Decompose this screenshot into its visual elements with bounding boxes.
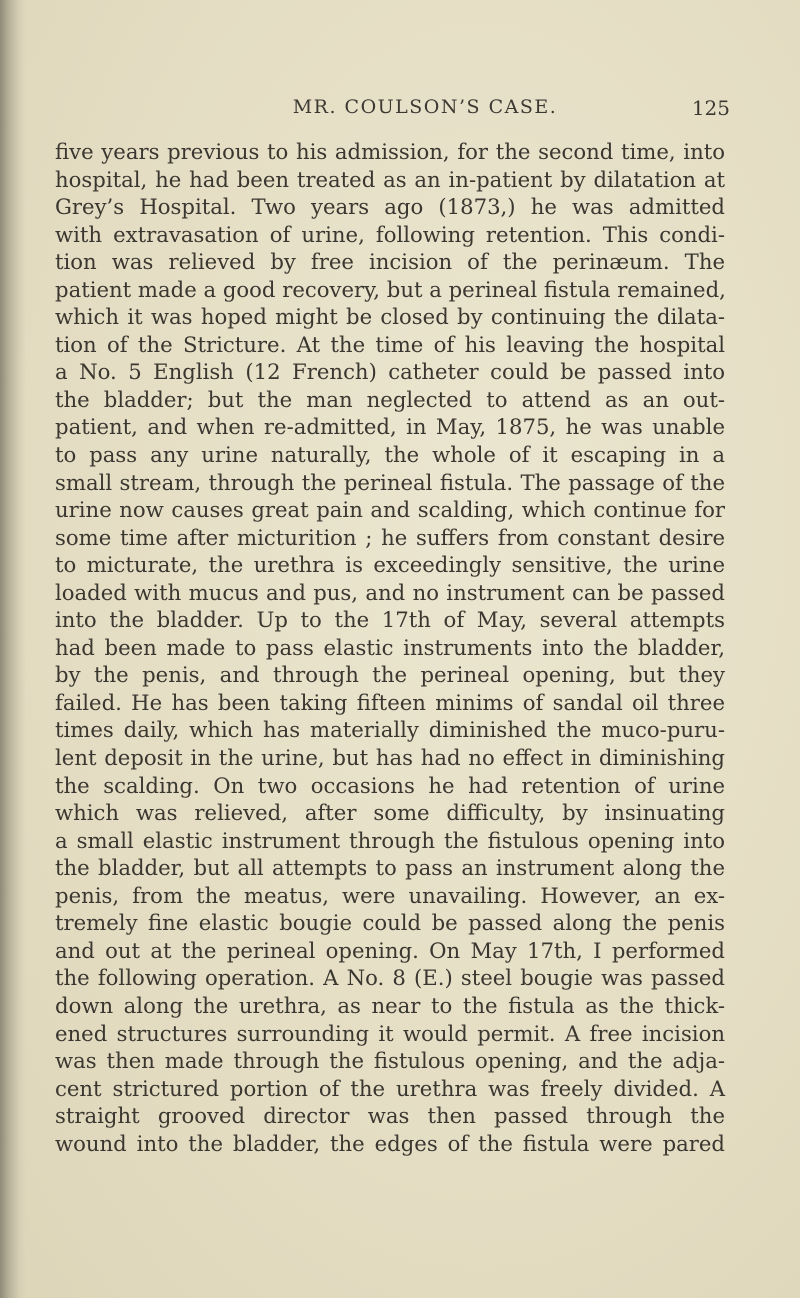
- running-title: MR. COULSON’S CASE.: [292, 96, 558, 118]
- text-line: straight grooved director was then passed through the: [55, 1103, 725, 1129]
- text-line: down along the urethra, as near to the fistula as the thick-: [55, 992, 725, 1018]
- text-line: hospital, he had been treated as an in-patient by dilatation at: [55, 166, 725, 192]
- text-line: the following operation. A No. 8 (E.) steel bougie was passed: [55, 965, 725, 991]
- text-line: patient, and when re-admitted, in May, 1875, he was unable: [55, 414, 725, 440]
- text-line: with extravasation of urine, following retention. This condi-: [55, 221, 725, 247]
- text-line: penis, from the meatus, were unavailing. However, an ex-: [55, 882, 725, 908]
- text-line: Grey’s Hospital. Two years ago (1873,) he was admitted: [55, 194, 725, 220]
- text-line: was then made through the fistulous opening, and the adja-: [55, 1048, 725, 1074]
- text-line: had been made to pass elastic instruments into the bladder,: [55, 634, 725, 660]
- text-line: times daily, which has materially diminished the muco-puru-: [55, 717, 725, 743]
- text-line: wound into the bladder, the edges of the fistula were pared: [55, 1130, 725, 1156]
- text-line: and out at the perineal opening. On May 17th, I performed: [55, 937, 725, 963]
- running-head: [110, 96, 740, 126]
- text-line: cent strictured portion of the urethra was freely divided. A: [55, 1075, 725, 1101]
- text-line: which was relieved, after some difficulty, by insinuating: [55, 800, 725, 826]
- text-line: which it was hoped might be closed by continuing the dilata-: [55, 304, 725, 330]
- text-line: the bladder, but all attempts to pass an instrument along the: [55, 855, 725, 881]
- text-line: some time after micturition ; he suffers from constant desire: [55, 524, 725, 550]
- text-line: a small elastic instrument through the fistulous opening into: [55, 827, 725, 853]
- text-line: the scalding. On two occasions he had retention of urine: [55, 772, 725, 798]
- text-line: by the penis, and through the perineal opening, but they: [55, 662, 725, 688]
- text-line: the bladder; but the man neglected to attend as an out-: [55, 386, 725, 412]
- text-line: patient made a good recovery, but a perineal fistula remained,: [55, 276, 726, 302]
- text-line: into the bladder. Up to the 17th of May, several attempts: [55, 607, 725, 633]
- text-line: to micturate, the urethra is exceedingly sensitive, the urine: [55, 552, 725, 578]
- text-line: ened structures surrounding it would permit. A free incision: [55, 1020, 725, 1046]
- text-line: lent deposit in the urine, but has had no effect in diminishing: [55, 745, 725, 771]
- text-line: urine now causes great pain and scalding, which continue for: [55, 497, 725, 523]
- text-line: to pass any urine naturally, the whole of it escaping in a: [55, 442, 725, 468]
- page-number: 125: [691, 96, 730, 120]
- text-line: tremely fine elastic bougie could be passed along the penis: [55, 910, 725, 936]
- text-line: a No. 5 English (12 French) catheter could be passed into: [55, 359, 725, 385]
- body-text: [55, 138, 725, 1157]
- text-line: tion of the Stricture. At the time of his leaving the hospital: [55, 331, 725, 357]
- page-binding-shadow: [0, 0, 26, 1298]
- text-line: small stream, through the perineal fistula. The passage of the: [55, 469, 725, 495]
- text-line: tion was relieved by free incision of the perinæum. The: [55, 249, 725, 275]
- text-line: five years previous to his admission, for the second time, into: [55, 139, 725, 164]
- text-line: loaded with mucus and pus, and no instrument can be passed: [55, 579, 725, 605]
- text-line: failed. He has been taking fifteen minims of sandal oil three: [55, 689, 725, 715]
